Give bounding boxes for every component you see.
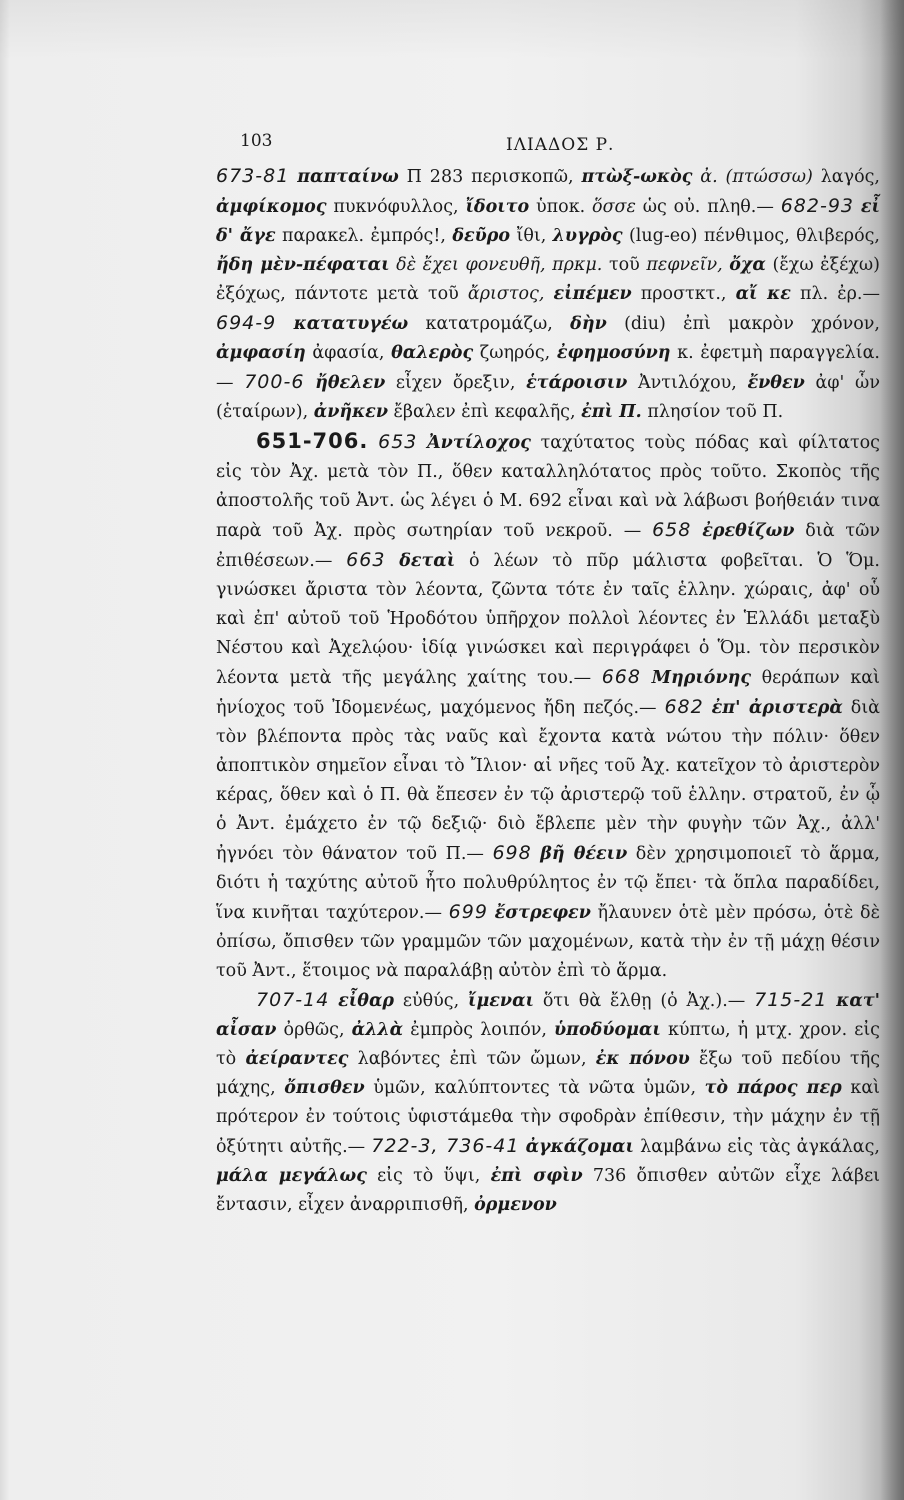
page-number: 103 [240,131,273,151]
text-run: ἀφασία, [305,343,392,363]
lemma-term: ἴδοιτο [465,197,530,217]
lemma-term: εἶ δ' ἄγε [216,197,880,246]
text-run [827,991,836,1011]
lemma-term: τὸ πάρος περ [704,1078,842,1098]
text-run: προστκτ., [631,284,736,304]
lemma-term: ἀμφίκομος [216,197,327,217]
text-run [488,903,495,923]
lemma-term: δεταὶ [399,551,456,571]
line-reference: 658 [652,519,692,541]
text-run: λαγός, [812,167,880,187]
lemma-term: ἀείραντες [245,1049,349,1069]
line-reference: 673-81 [216,165,290,187]
lemma-term: ἐπ' ἀριστερὰ [711,698,843,718]
text-run: διὰ τὸν βλέποντα πρὸς τὰς ναῦς καὶ ἔχοντα κατὰ νώτου τὴν πόλιν· ὅθεν ἀποπτικὸν σημεῖον εἶναι τὸ Ἴλιον· αἱ νῆες τοῦ Ἀχ. κατεῖχον τὸ ἀριστερὸν κέρας, ὅθεν καὶ ὁ Π. θὰ ἔπεσεν ἐν τῷ ἀριστερῷ τοῦ ἑλλην. στρατοῦ, ἐν ᾧ ὁ Ἀντ. ἐμάχετο ἐν τῷ δεξιῷ· διὸ ἔβλεπε μὲν τὴν φυγὴν τῶν Ἀχ., ἀλλ' ἠγνόει τὸν θάνατον τοῦ Π.— [216,698,880,864]
text-run: ἴθι, [510,226,553,246]
text-run [368,433,378,453]
lemma-term: ὑποδύομαι [554,1020,661,1040]
line-reference: 715-21 [754,989,828,1011]
italic-text: πεφνεῖν, [646,255,723,275]
text-run: διὰ τῶν ἐπιθέσεων.— [216,521,880,571]
text-run [329,991,338,1011]
text-run [417,433,427,453]
line-reference: 699 [448,901,488,923]
text-run: κατατρομάζω, [408,314,571,334]
lemma-term: ὄχα [729,255,766,275]
text-run [289,167,297,187]
page-content [216,128,880,1220]
lemma-term: ἀμφασίη [216,343,306,363]
lemma-term: μάλα μεγάλως [216,1166,367,1186]
line-reference: 682-93 [780,195,855,217]
commentary-body [216,162,880,1220]
text-run [532,844,541,864]
lemma-term: πτὼξ-ωκὸς [581,167,693,187]
running-head [216,128,880,162]
text-run: ὑποκ. [529,197,593,217]
text-run: κύπτω, ἡ μτχ. χρον. εἰς τὸ [216,1020,880,1069]
text-run: πλ. ἐρ.— [790,284,880,304]
commentary-paragraph [216,986,880,1220]
lemma-term: ἑτάροισιν [526,373,628,393]
text-run: ζωηρός, [473,343,557,363]
text-run [854,197,861,217]
running-title: ΙΛΙΑΔΟΣ Ρ. [506,135,615,155]
text-run: δὲν χρησιμοποιεῖ τὸ ἅρμα, διότι ἡ ταχύτης αὐτοῦ ἦτο πολυθρύλητος ἐν τῷ ἔπει· τὰ ὅπλα παραδίδει, ἵνα κινῆται ταχύτερον.— [216,844,880,923]
lemma-term: θαλερὸς [391,343,474,363]
lemma-term: εἶθαρ [338,991,395,1011]
lemma-term: ἀλλὰ [351,1020,404,1040]
page-shadow-left [0,0,10,1500]
text-run: 736 ὄπισθεν αὐτῶν εἶχε λάβει ἔντασιν, εἶχεν ἀναρριπισθῆ, [216,1166,880,1215]
text-run: εἶχεν ὄρεξιν, [385,373,527,393]
section-reference: 651-706. [256,429,369,453]
lemma-term: δὴν [570,314,607,334]
text-run: (diu) ἐπὶ μακρὸν χρόνον, [606,314,880,334]
text-run: ἔξω τοῦ πεδίου τῆς μάχης, [216,1049,880,1098]
text-run: Ἀντιλόχου, [627,373,748,393]
lemma-term: ἀνῆκεν [313,402,388,422]
text-run: ταχύτατος τοὺς πόδας καὶ φίλτατος εἰς τὸν Ἀχ. μετὰ τὸν Π., ὅθεν καταλληλότατος πρὸς τοῦτο. Σκοπὸς τῆς ἀποστολῆς τοῦ Ἀντ. ὡς λέγει ὁ Μ. 692 εἶναι καὶ νὰ λάβωσι βοήθειάν τινα παρὰ τοῦ Ἀχ. πρὸς σωτηρίαν τοῦ νεκροῦ. — [216,433,880,541]
text-run: ὡς οὐ. πληθ.— [635,197,781,217]
line-reference: 668 [601,666,641,688]
line-reference: 653 [378,431,418,453]
text-run: ὁ λέων τὸ πῦρ μάλιστα φοβεῖται. Ὁ Ὅμ. γινώσκει ἄριστα τὸν λέοντα, ζῶντα τότε ἐν ταῖς ἑλλην. χώραις, ἀφ' οὗ καὶ ἐπ' αὐτοῦ τοῦ Ἡροδότου ὑπῆρχον πολλοὶ λέοντες ἐν Ἑλλάδι μεταξὺ Νέστου καὶ Ἀχελῴου· ἰδίᾳ γινώσκει καὶ περιγράφει ὁ Ὅμ. τὸν περσικὸν λέοντα μετὰ τῆς μεγάλης χαίτης του.— [216,551,880,688]
text-run: (ἔχω ἐξέχω) ἐξόχως, πάντοτε μετὰ τοῦ [216,255,880,304]
lemma-term: ἔνθεν [747,373,805,393]
line-reference: 663 [346,549,386,571]
lemma-term: παπταίνω [297,167,399,187]
italic-text: ἀ. (πτώσσω) [700,167,813,187]
lemma-term: ἴμεναι [468,991,535,1011]
italic-text: δὲ ἔχει φονευθῆ, πρκμ. [396,255,603,275]
line-reference: 722-3, 736-41 [371,1135,520,1157]
line-reference: 707-14 [256,989,330,1011]
lemma-term: ἤδη μὲν-πέφαται [216,255,390,275]
lemma-term: κατ' αἶσαν [216,991,880,1040]
lemma-term: ἔστρεφεν [494,903,591,923]
text-run: ἔβαλεν ἐπὶ κεφαλῆς, [387,402,582,422]
text-run: ὅτι θὰ ἔλθῃ (ὁ Ἀχ.).— [534,991,755,1011]
lemma-term: ἤθελεν [315,373,386,393]
lemma-term: ἐπὶ σφὶν [490,1166,583,1186]
lemma-term: εἰπέμεν [553,284,632,304]
line-reference: 694-9 [216,312,277,334]
text-run [544,284,553,304]
italic-text: ὅσσε [592,197,636,217]
lemma-term: Ἀντίλοχος [427,433,531,453]
page-shadow-top [0,0,904,60]
line-reference: 698 [492,842,532,864]
lemma-term: ὄπισθεν [284,1078,365,1098]
line-reference: 682 [664,696,704,718]
text-run: ἤλαυνεν ὁτὲ μὲν πρόσω, ὁτὲ δὲ ὀπίσω, ὄπισθεν τῶν γραμμῶν τῶν μαχομένων, κατὰ τὴν ἐν τῇ μάχῃ θέσιν τοῦ Ἀντ., ἕτοιμος νὰ παραλάβῃ αὐτὸν ἐπὶ τὸ ἅρμα. [216,903,880,981]
lemma-term: κατατυγέω [293,314,409,334]
lemma-term: ἐρεθίζων [702,521,795,541]
text-run: καὶ πρότερον ἐν τούτοις ὑφιστάμεθα τὴν σφοδρὰν ἐπίθεσιν, τὴν μάχην ἐν τῇ ὀξύτητι αὐτῆς.— [216,1078,880,1157]
text-run: εἰς τὸ ὕψι, [366,1166,491,1186]
text-run: Π 283 περισκοπῶ, [398,167,582,187]
text-run [276,314,293,334]
lemma-term: ἀγκάζομαι [525,1137,634,1157]
text-run: ὑμῶν, καλύπτοντες τὰ νῶτα ὑμῶν, [364,1078,705,1098]
lemma-term: ἐφημοσύνη [556,343,671,363]
lemma-term: βῆ θέειν [540,844,628,864]
text-run: (lug-eo) πένθιμος, θλιβερός, [622,226,880,246]
text-run: ἐμπρὸς λοιπόν, [403,1020,555,1040]
lemma-term: λυγρὸς [552,226,623,246]
text-run: θεράπων καὶ ἡνίοχος τοῦ Ἰδομενέως, μαχόμενος ἤδη πεζός.— [216,668,880,718]
lemma-term: ἐκ πόνου [595,1049,690,1069]
commentary-paragraph [216,162,880,427]
commentary-paragraph [216,427,880,986]
lemma-term: δεῦρο [452,226,511,246]
text-run [691,521,702,541]
lemma-term: Μηριόνης [651,668,752,688]
text-run: πλησίον τοῦ Π. [641,402,784,422]
text-run: εὐθύς, [394,991,469,1011]
text-run: λαβόντες ἐπὶ τῶν ὤμων, [348,1049,596,1069]
text-run [704,698,712,718]
text-run: ἀφ' ὧν (ἑταίρων), [216,373,880,422]
text-run [304,373,315,393]
text-run: λαμβάνω εἰς τὰς ἀγκάλας, [633,1137,880,1157]
lemma-term: ἐπὶ Π. [581,402,642,422]
text-run [385,551,399,571]
text-run [641,668,652,688]
lemma-term: ὀρμενον [474,1195,557,1215]
italic-text: ἄριστος, [467,284,545,304]
lemma-term: αἴ κε [735,284,791,304]
page-binding-edge [880,0,904,1500]
text-run: κ. ἐφετμὴ παραγγελία.— [216,343,880,393]
text-run: παρακελ. ἐμπρός!, [275,226,453,246]
text-run: τοῦ [602,255,647,275]
line-reference: 700-6 [244,371,305,393]
text-run: πυκνόφυλλος, [326,197,466,217]
text-run: ὀρθῶς, [276,1020,352,1040]
